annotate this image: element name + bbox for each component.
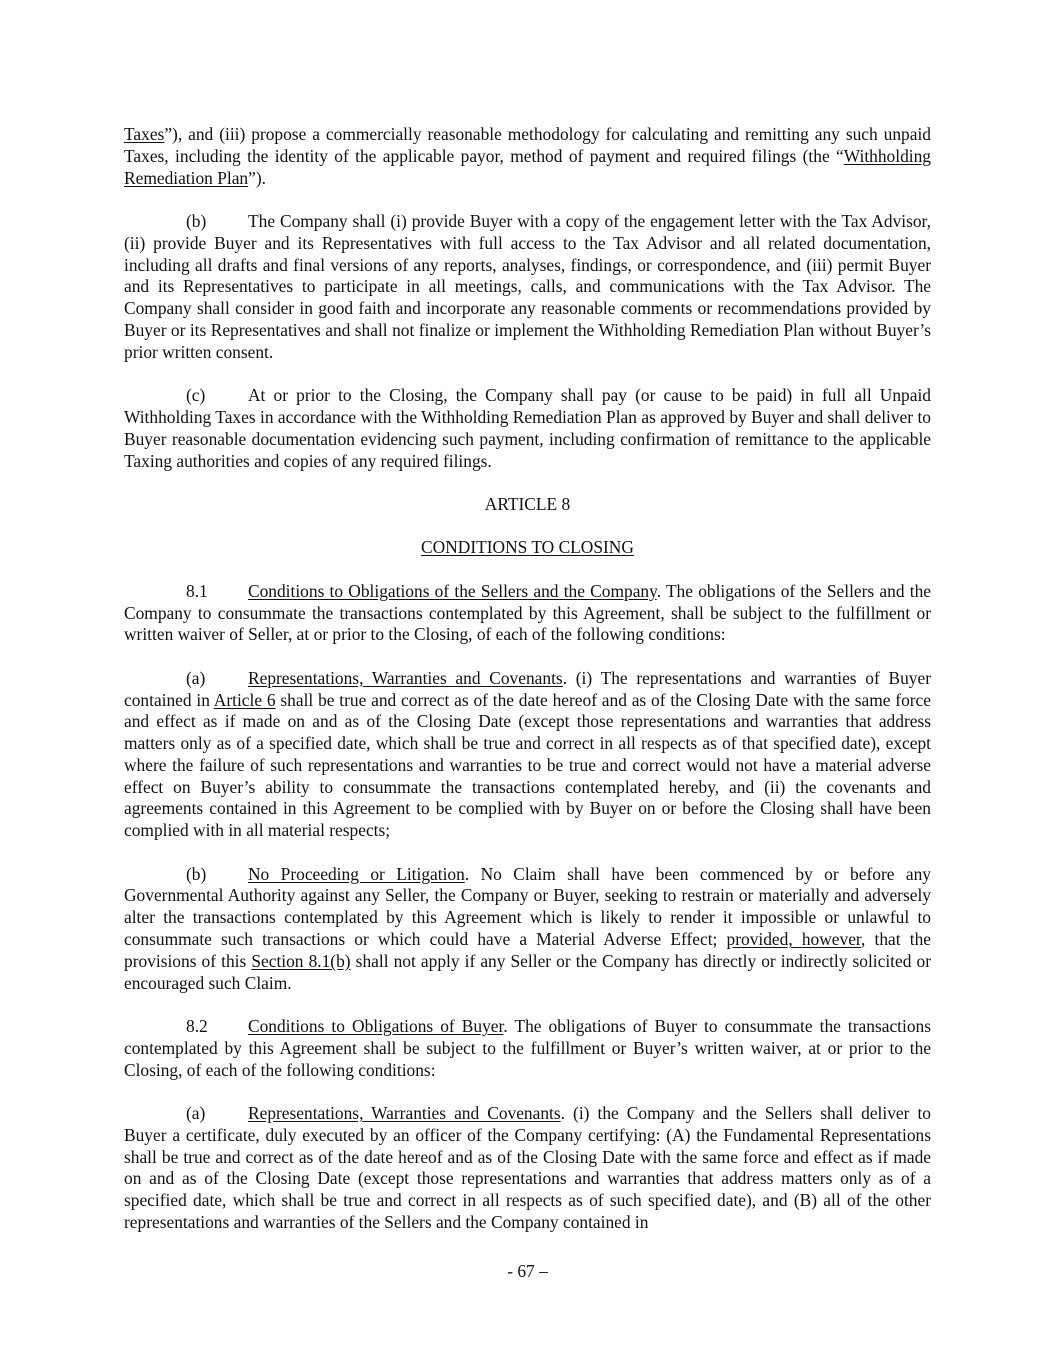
section-8-1-b: (b) No Proceeding or Litigation. No Claim shall have been commenced by or before any Governmental Authority against any Seller, the Company or Buyer, seeking to restrain or materially and adversely alter the transactions contemplated by this Agreement which is likely to render it impossible or unlawful to consummate such transactions or which could have a Material Adverse Effect; provided, however, that the provisions of this Section 8.1(b) shall not apply if any Seller or the Company has directly or indirectly solicited or encouraged such Claim. — [124, 863, 931, 993]
section-8-2: 8.2 Conditions to Obligations of Buyer. The obligations of Buyer to consummate the transactions contemplated by this Agreement shall be subject to the fulfillment or Buyer’s written waiver, at or prior to the Closing, of each of the following conditions: — [124, 1016, 931, 1080]
proviso-term: provided, however — [726, 929, 862, 950]
section-number: 8.2 — [186, 1016, 208, 1037]
clause-heading: Representations, Warranties and Covenants — [248, 1103, 561, 1124]
clause-label: (a) — [186, 1103, 206, 1124]
paragraph-b: (b) The Company shall (i) provide Buyer with a copy of the engagement letter with the Tax Advisor, (ii) provide Buyer and its Representatives with full access to the Tax Advisor and all related documentation, including all drafts and final versions of any reports, analyses, findings, or correspondence, and (iii) permit Buyer and its Representatives to participate in all meetings, calls, and communications with the Tax Advisor. The Company shall consider in good faith and incorporate any reasonable comments or recommendations provided by Buyer or its Representatives and shall not finalize or implement the Withholding Remediation Plan without Buyer’s prior written consent. — [124, 210, 931, 362]
article-title: CONDITIONS TO CLOSING — [421, 537, 634, 558]
paragraph-continuation: Taxes”), and (iii) propose a commercially reasonable methodology for calculating and remitting any such unpaid Taxes, including the identity of the applicable payor, method of payment and required filings (the “Withholding Remediation Plan”). — [124, 124, 931, 188]
section-number: 8.1 — [186, 580, 208, 601]
page-number: - 67 – — [507, 1261, 548, 1281]
section-8-2-a: (a) Representations, Warranties and Covenants. (i) the Company and the Sellers shall deliver to Buyer a certificate, duly executed by an officer of the Company certifying: (A) the Fundamental Representations shall be true and correct as of the date hereof and as of the Closing Date with the same force and effect as if made on and as of the Closing Date (except those representations and warranties that address matters only as of a specified date, which shall be true and correct in all respects as of such specified date), and (B) all of the other representations and warranties of the Sellers and the Company contained in — [124, 1103, 931, 1233]
section-8-1-a: (a) Representations, Warranties and Covenants. (i) The representations and warranties of Buyer contained in Article 6 shall be true and correct as of the date hereof and as of the Closing Date with the same force and effect as if made on and as of the Closing Date (except those representations and warranties that address matters only as of a specified date, which shall be true and correct in all respects as of that specified date), except where the failure of such representations and warranties to be true and correct would not have a material adverse effect on Buyer’s ability to consummate the transactions contemplated hereby, and (ii) the covenants and agreements contained in this Agreement to be complied with by Buyer on or before the Closing shall have been complied with in all material respects; — [124, 667, 931, 841]
article-number: ARTICLE 8 — [484, 493, 571, 514]
section-heading: Conditions to Obligations of the Sellers and the Company — [248, 580, 657, 601]
clause-heading: No Proceeding or Litigation — [248, 863, 465, 884]
defined-term: Withholding Remediation Plan — [124, 145, 931, 188]
clause-label: (b) — [186, 210, 207, 231]
clause-label: (b) — [186, 863, 207, 884]
section-heading: Conditions to Obligations of Buyer — [248, 1016, 504, 1037]
section-8-1: 8.1 Conditions to Obligations of the Sellers and the Company. The obligations of the Sellers and the Company to consummate the transactions contemplated by this Agreement, shall be subject to the fulfillment or written waiver of Seller, at or prior to the Closing, of each of the following conditions: — [124, 580, 931, 645]
cross-reference: Section 8.1(b) — [251, 950, 351, 971]
cross-reference: Article 6 — [213, 689, 276, 710]
paragraph-c: (c) At or prior to the Closing, the Company shall pay (or cause to be paid) in full all Unpaid Withholding Taxes in accordance with the Withholding Remediation Plan as approved by Buyer and shall deliver to Buyer reasonable documentation evidencing such payment, including confirmation of remittance to the applicable Taxing authorities and copies of any required filings. — [124, 385, 931, 471]
clause-label: (c) — [186, 385, 206, 406]
clause-heading: Representations, Warranties and Covenants — [248, 667, 563, 688]
clause-label: (a) — [186, 667, 206, 688]
defined-term: Taxes — [124, 124, 165, 144]
document-page — [124, 124, 931, 1255]
